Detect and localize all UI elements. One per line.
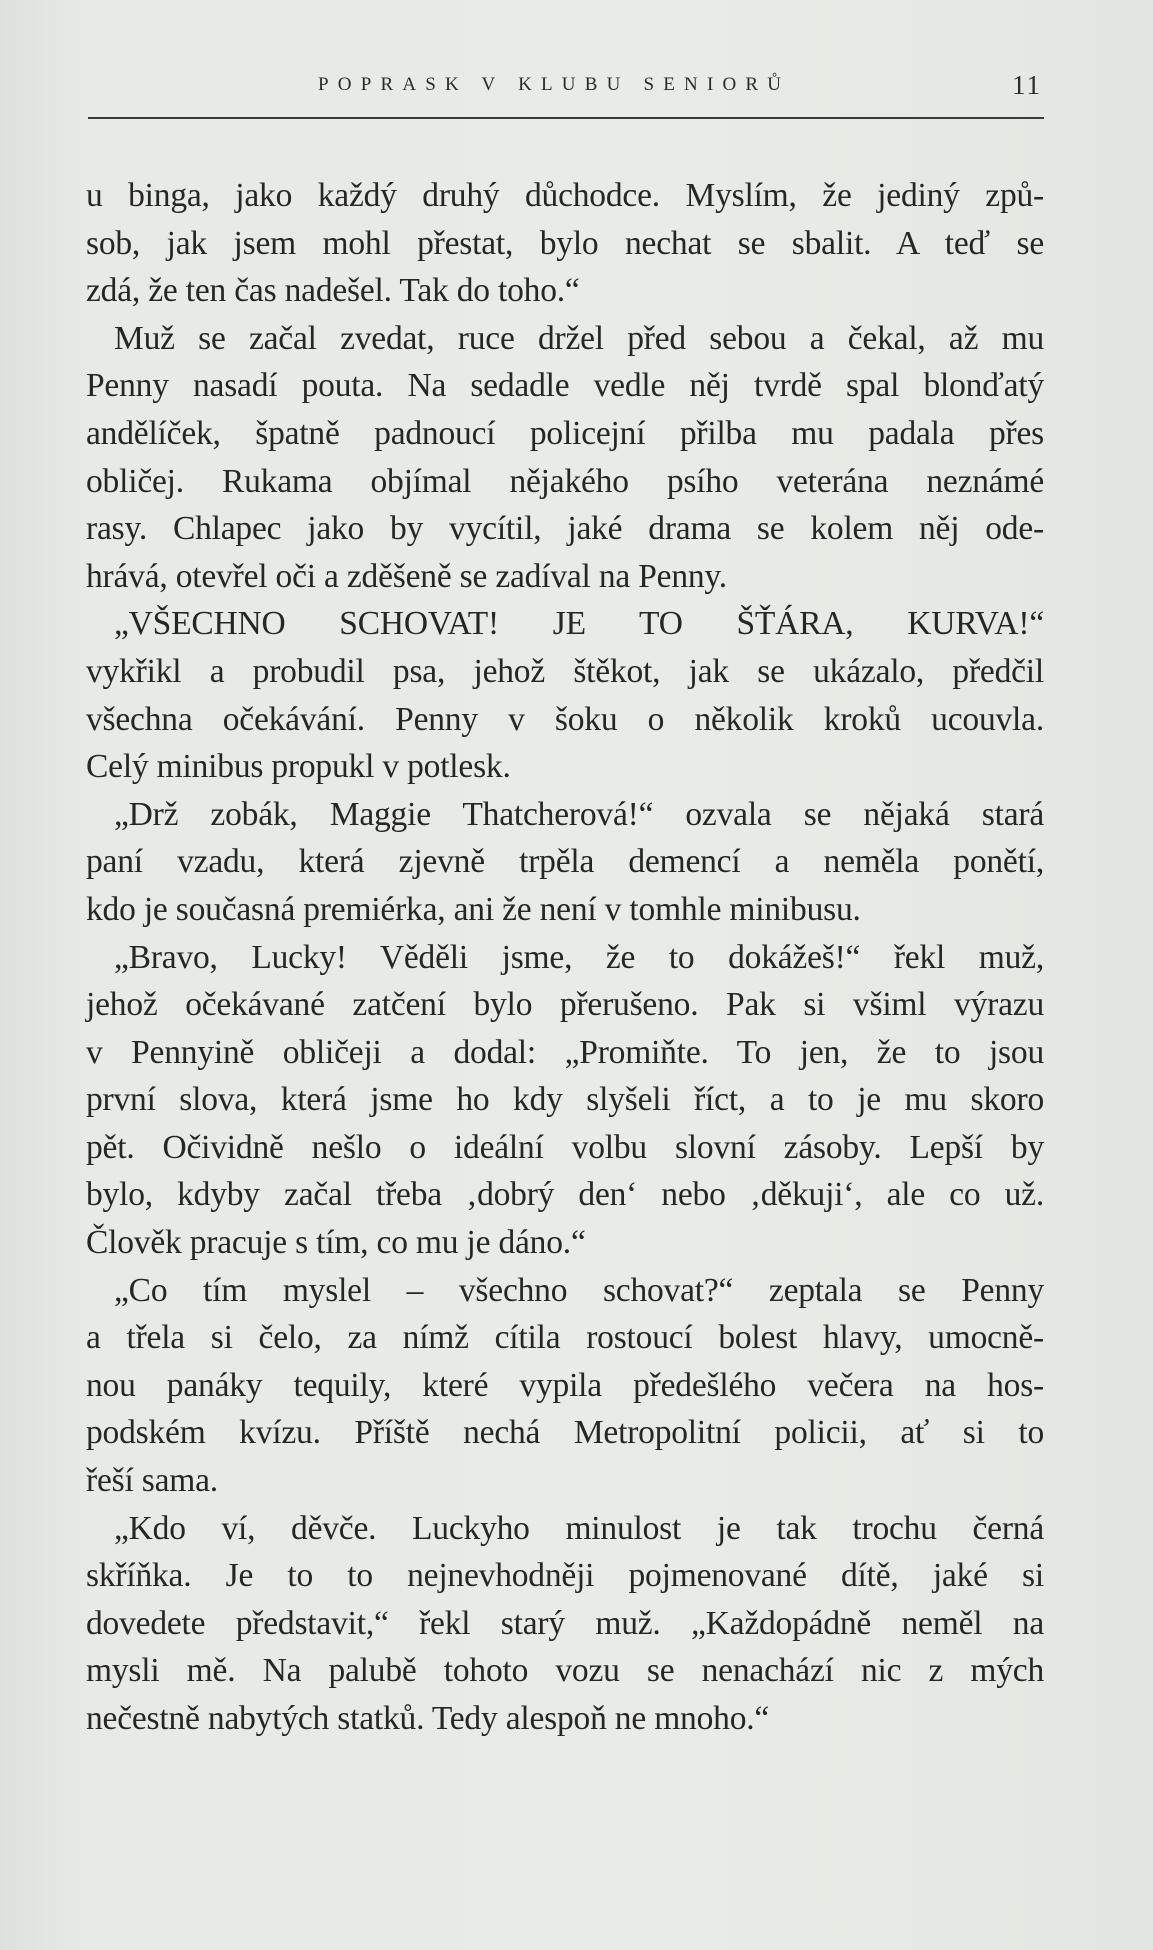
text-line: řeší sama. (86, 1462, 218, 1500)
text-line: zdá, že ten čas nadešel. Tak do toho.“ (86, 272, 580, 310)
text-line: u binga, jako každý druhý důchodce. Myslím, že jediný způ- (86, 177, 1044, 214)
text-line: vykřikl a probudil psa, jehož štěkot, jak se ukázalo, předčil (86, 652, 1044, 690)
text-line: podském kvízu. Příště nechá Metropolitní policii, ať si to (86, 1414, 1044, 1452)
text-line: nou panáky tequily, které vypila předešlého večera na hos- (86, 1366, 1044, 1404)
text-line: v Pennyině obličeji a dodal: „Promiňte. To jen, že to jsou (86, 1033, 1044, 1071)
body-text (86, 172, 1044, 1743)
text-line: Celý minibus propukl v potlesk. (86, 748, 511, 786)
text-line: „Bravo, Lucky! Věděli jsme, že to dokážeš!“ řekl muž, (114, 938, 1044, 976)
running-head (88, 70, 1044, 110)
text-line: „Drž zobák, Maggie Thatcherová!“ ozvala se nějaká stará (114, 795, 1044, 833)
text-line: „VŠECHNO SCHOVAT! JE TO ŠŤÁRA, KURVA!“ (114, 605, 1044, 643)
text-line: rasy. Chlapec jako by vycítil, jaké drama se kolem něj ode- (86, 510, 1044, 548)
text-line: Muž se začal zvedat, ruce držel před sebou a čekal, až mu (114, 319, 1044, 357)
text-line: první slova, která jsme ho kdy slyšeli říct, a to je mu skoro (86, 1081, 1044, 1119)
text-line: sob, jak jsem mohl přestat, bylo nechat se sbalit. A teď se (86, 224, 1044, 262)
text-line: jehož očekávané zatčení bylo přerušeno. Pak si všiml výrazu (86, 986, 1044, 1024)
text-line: bylo, kdyby začal třeba ‚dobrý den‘ nebo ‚děkuji‘, ale co už. (86, 1176, 1044, 1214)
text-line: obličej. Rukama objímal nějakého psího veterána neznámé (86, 462, 1044, 500)
text-line: Penny nasadí pouta. Na sedadle vedle něj tvrdě spal blonďatý (86, 367, 1044, 405)
text-line: skříňka. Je to to nejnevhodněji pojmenované dítě, jaké si (86, 1557, 1044, 1595)
page-number: 11 (1012, 70, 1042, 100)
text-line: Člověk pracuje s tím, co mu je dáno.“ (86, 1224, 586, 1262)
text-line: „Kdo ví, děvče. Luckyho minulost je tak trochu černá (114, 1509, 1044, 1547)
text-line: všechna očekávání. Penny v šoku o několik kroků ucouvla. (86, 700, 1044, 738)
text-line: mysli mě. Na palubě tohoto vozu se nenachází nic z mých (86, 1652, 1044, 1690)
text-line: andělíček, špatně padnoucí policejní přilba mu padala přes (86, 414, 1044, 452)
running-title: POPRASK V KLUBU SENIORŮ (318, 74, 791, 95)
text-line: hrává, otevřel oči a zděšeně se zadíval na Penny. (86, 557, 727, 595)
text-line: pět. Očividně nešlo o ideální volbu slovní zásoby. Lepší by (86, 1128, 1044, 1166)
header-rule (88, 117, 1044, 119)
text-line: paní vzadu, která zjevně trpěla demencí a neměla ponětí, (86, 843, 1044, 881)
text-line: „Co tím myslel – všechno schovat?“ zeptala se Penny (114, 1271, 1044, 1309)
text-line: kdo je současná premiérka, ani že není v tomhle minibusu. (86, 890, 861, 928)
text-line: a třela si čelo, za nímž cítila rostoucí bolest hlavy, umocně- (86, 1319, 1044, 1357)
text-line: dovedete představit,“ řekl starý muž. „Každopádně neměl na (86, 1604, 1044, 1642)
text-line: nečestně nabytých statků. Tedy alespoň ne mnoho.“ (86, 1700, 770, 1737)
